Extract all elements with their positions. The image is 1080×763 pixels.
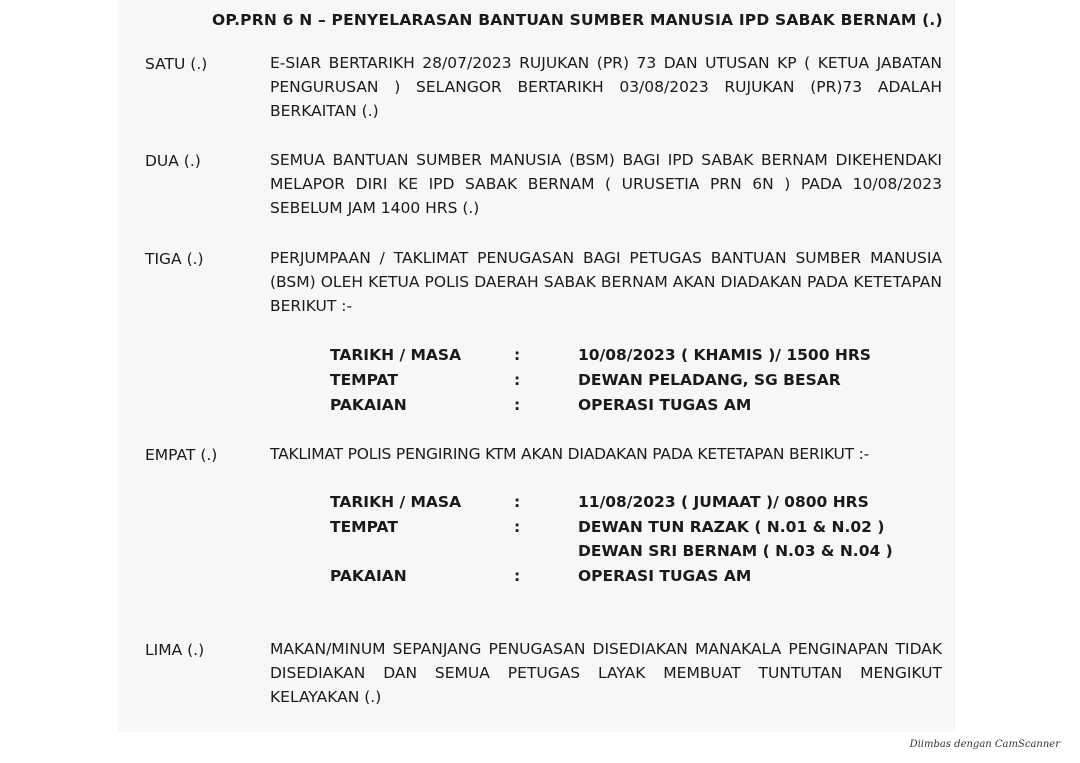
paragraph-label-empat: EMPAT (.) — [145, 446, 218, 464]
paragraph-label-satu: SATU (.) — [145, 55, 208, 73]
empat-tempat-value-1: DEWAN TUN RAZAK ( N.01 & N.02 ) — [578, 518, 885, 536]
tiga-pakaian-colon: : — [514, 396, 521, 414]
paragraph-text-tiga: PERJUMPAAN / TAKLIMAT PENUGASAN BAGI PETUGAS BANTUAN SUMBER MANUSIA (BSM) OLEH KETUA POLIS DAERAH SABAK BERNAM AKAN DIADAKAN PADA KETETAPAN BERIKUT :- — [270, 249, 942, 315]
paragraph-text-satu: E-SIAR BERTARIKH 28/07/2023 RUJUKAN (PR) 73 DAN UTUSAN KP ( KETUA JABATAN PENGURUSAN ) SELANGOR BERTARIKH 03/08/2023 RUJUKAN (PR)73 ADALAH BERKAITAN (.) — [270, 54, 942, 120]
empat-tarikh-value: 11/08/2023 ( JUMAAT )/ 0800 HRS — [578, 493, 869, 511]
empat-pakaian-colon: : — [514, 567, 521, 585]
empat-pakaian-value: OPERASI TUGAS AM — [578, 567, 752, 585]
empat-tempat-colon: : — [514, 518, 521, 536]
paragraph-text-empat: TAKLIMAT POLIS PENGIRING KTM AKAN DIADAKAN PADA KETETAPAN BERIKUT :- — [270, 445, 870, 463]
tiga-tempat-label: TEMPAT — [330, 371, 398, 389]
empat-tarikh-colon: : — [514, 493, 521, 511]
empat-tempat-label: TEMPAT — [330, 518, 398, 536]
tiga-pakaian-label: PAKAIAN — [330, 396, 407, 414]
tiga-tarikh-value: 10/08/2023 ( KHAMIS )/ 1500 HRS — [578, 346, 871, 364]
tiga-pakaian-value: OPERASI TUGAS AM — [578, 396, 752, 414]
empat-tarikh-label: TARIKH / MASA — [330, 493, 462, 511]
tiga-tempat-colon: : — [514, 371, 521, 389]
tiga-tarikh-colon: : — [514, 346, 521, 364]
paragraph-label-lima: LIMA (.) — [145, 641, 205, 659]
paragraph-label-dua: DUA (.) — [145, 152, 201, 170]
paragraph-text-dua: SEMUA BANTUAN SUMBER MANUSIA (BSM) BAGI IPD SABAK BERNAM DIKEHENDAKI MELAPOR DIRI KE IPD SABAK BERNAM ( URUSETIA PRN 6N ) PADA 10/08/2023 SEBELUM JAM 1400 HRS (.) — [270, 151, 942, 217]
paragraph-text-lima: MAKAN/MINUM SEPANJANG PENUGASAN DISEDIAKAN MANAKALA PENGINAPAN TIDAK DISEDIAKAN DAN SEMUA PETUGAS LAYAK MEMBUAT TUNTUTAN MENGIKUT KELAYAKAN (.) — [270, 640, 942, 706]
document-title: OP.PRN 6 N – PENYELARASAN BANTUAN SUMBER MANUSIA IPD SABAK BERNAM (.) — [212, 11, 943, 29]
paragraph-label-tiga: TIGA (.) — [145, 250, 204, 268]
tiga-tempat-value: DEWAN PELADANG, SG BESAR — [578, 371, 841, 389]
tiga-tarikh-label: TARIKH / MASA — [330, 346, 462, 364]
empat-pakaian-label: PAKAIAN — [330, 567, 407, 585]
empat-tempat-value-2: DEWAN SRI BERNAM ( N.03 & N.04 ) — [578, 542, 893, 560]
scanner-watermark: Diimbas dengan CamScanner — [909, 739, 1060, 750]
